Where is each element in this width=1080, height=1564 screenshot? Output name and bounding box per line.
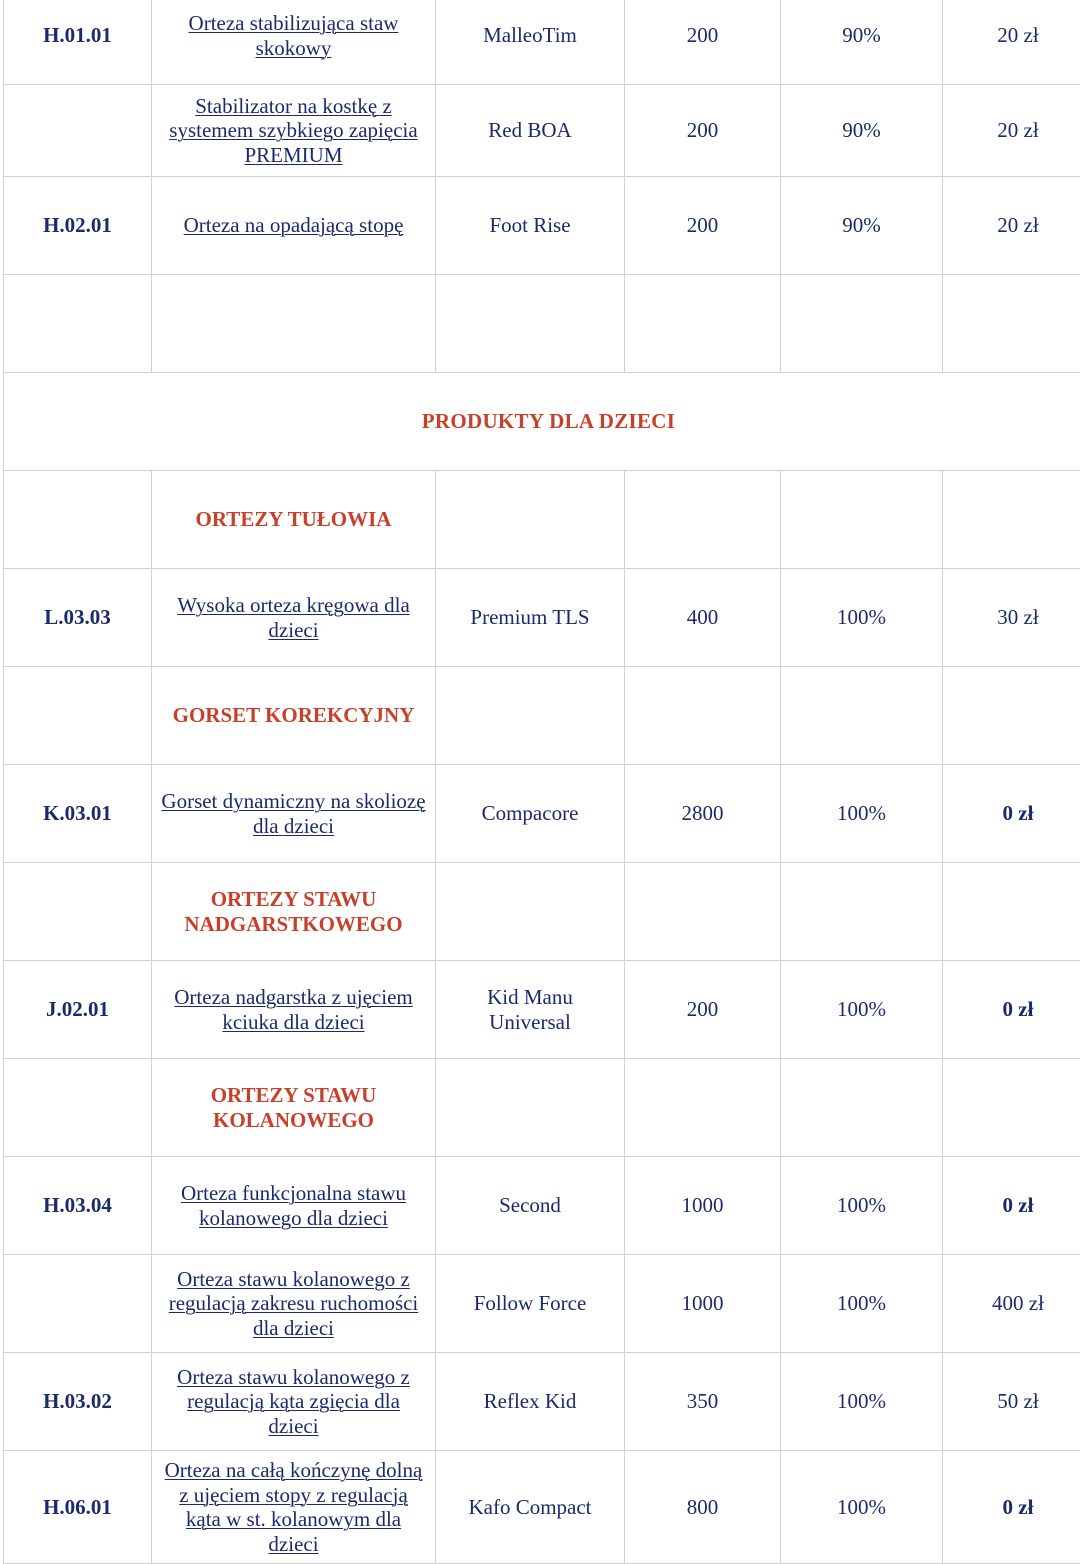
empty-cell	[943, 863, 1080, 961]
table-row	[4, 765, 1080, 863]
product-code	[4, 85, 152, 177]
refund-limit: 200	[625, 85, 781, 177]
product-model: Second	[436, 1157, 625, 1255]
refund-limit: 1000	[625, 1157, 781, 1255]
product-model: Foot Rise	[436, 177, 625, 275]
product-code: J.02.01	[4, 961, 152, 1059]
product-name-cell	[152, 961, 436, 1059]
empty-cell	[436, 275, 625, 373]
product-code: L.03.03	[4, 569, 152, 667]
category-heading: ORTEZY STAWU NADGARSTKOWEGO	[152, 863, 436, 961]
refund-limit: 1000	[625, 1255, 781, 1353]
refund-percent: 90%	[781, 85, 943, 177]
product-name-cell	[152, 0, 436, 85]
product-model: Premium TLS	[436, 569, 625, 667]
table-row	[4, 569, 1080, 667]
price-table-body	[4, 0, 1080, 1564]
product-name-link[interactable]: Gorset dynamiczny na skoliozę dla dzieci	[161, 789, 425, 838]
refund-limit: 800	[625, 1451, 781, 1564]
empty-cell	[436, 667, 625, 765]
patient-price: 20 zł	[943, 85, 1080, 177]
product-name-link[interactable]: Wysoka orteza kręgowa dla dzieci	[177, 593, 410, 642]
patient-price: 400 zł	[943, 1255, 1080, 1353]
refund-percent: 90%	[781, 177, 943, 275]
empty-cell	[4, 275, 152, 373]
product-name-link[interactable]: Orteza nadgarstka z ujęciem kciuka dla dzieci	[174, 985, 412, 1034]
empty-cell	[4, 471, 152, 569]
product-code: H.03.04	[4, 1157, 152, 1255]
product-code: H.02.01	[4, 177, 152, 275]
product-name-link[interactable]: Stabilizator na kostkę z systemem szybkiego zapięcia PREMIUM	[169, 94, 417, 167]
price-table	[3, 0, 1080, 1564]
empty-row	[4, 275, 1080, 373]
empty-cell	[781, 1059, 943, 1157]
product-name-link[interactable]: Orteza na opadającą stopę	[184, 213, 404, 237]
refund-percent: 100%	[781, 569, 943, 667]
empty-cell	[781, 863, 943, 961]
product-name-cell	[152, 569, 436, 667]
empty-cell	[943, 275, 1080, 373]
product-name-link[interactable]: Orteza na całą kończynę dolną z ujęciem stopy z regulacją kąta w st. kolanowym dla dzieci	[165, 1458, 423, 1556]
category-row	[4, 863, 1080, 961]
product-name-link[interactable]: Orteza stabilizująca staw skokowy	[189, 11, 399, 60]
refund-percent: 100%	[781, 1255, 943, 1353]
refund-percent: 90%	[781, 0, 943, 85]
product-name-link[interactable]: Orteza stawu kolanowego z regulacją zakresu ruchomości dla dzieci	[169, 1267, 419, 1340]
empty-cell	[625, 667, 781, 765]
patient-price: 0 zł	[943, 765, 1080, 863]
product-name-link[interactable]: Orteza stawu kolanowego z regulacją kąta zgięcia dla dzieci	[177, 1365, 410, 1438]
empty-cell	[436, 863, 625, 961]
category-heading: ORTEZY TUŁOWIA	[152, 471, 436, 569]
empty-cell	[943, 471, 1080, 569]
patient-price: 0 zł	[943, 1451, 1080, 1564]
table-row	[4, 85, 1080, 177]
refund-percent: 100%	[781, 765, 943, 863]
empty-cell	[781, 471, 943, 569]
product-model: Kid Manu Universal	[436, 961, 625, 1059]
patient-price: 0 zł	[943, 961, 1080, 1059]
product-model: Red BOA	[436, 85, 625, 177]
refund-limit: 350	[625, 1353, 781, 1451]
category-row	[4, 667, 1080, 765]
refund-percent: 100%	[781, 961, 943, 1059]
empty-cell	[943, 1059, 1080, 1157]
empty-cell	[4, 1059, 152, 1157]
product-model: Follow Force	[436, 1255, 625, 1353]
product-name-cell	[152, 1157, 436, 1255]
refund-limit: 200	[625, 177, 781, 275]
product-name-cell	[152, 1451, 436, 1564]
refund-percent: 100%	[781, 1353, 943, 1451]
refund-limit: 200	[625, 0, 781, 85]
empty-cell	[4, 667, 152, 765]
empty-cell	[625, 471, 781, 569]
section-title: PRODUKTY DLA DZIECI	[4, 373, 1080, 471]
category-heading: GORSET KOREKCYJNY	[152, 667, 436, 765]
refund-limit: 200	[625, 961, 781, 1059]
category-row	[4, 471, 1080, 569]
table-row	[4, 177, 1080, 275]
patient-price: 20 zł	[943, 0, 1080, 85]
empty-cell	[436, 471, 625, 569]
product-code: H.06.01	[4, 1451, 152, 1564]
table-row	[4, 1255, 1080, 1353]
empty-cell	[436, 1059, 625, 1157]
empty-cell	[152, 275, 436, 373]
refund-limit: 2800	[625, 765, 781, 863]
product-name-link[interactable]: Orteza funkcjonalna stawu kolanowego dla dzieci	[181, 1181, 406, 1230]
patient-price: 20 zł	[943, 177, 1080, 275]
table-row	[4, 961, 1080, 1059]
refund-limit: 400	[625, 569, 781, 667]
product-code	[4, 1255, 152, 1353]
refund-percent: 100%	[781, 1157, 943, 1255]
category-row	[4, 1059, 1080, 1157]
product-name-cell	[152, 765, 436, 863]
product-code: K.03.01	[4, 765, 152, 863]
empty-cell	[625, 275, 781, 373]
category-heading: ORTEZY STAWU KOLANOWEGO	[152, 1059, 436, 1157]
refund-percent: 100%	[781, 1451, 943, 1564]
table-row	[4, 1353, 1080, 1451]
product-name-cell	[152, 1255, 436, 1353]
empty-cell	[781, 667, 943, 765]
product-name-cell	[152, 177, 436, 275]
table-row	[4, 0, 1080, 85]
patient-price: 0 zł	[943, 1157, 1080, 1255]
patient-price: 30 zł	[943, 569, 1080, 667]
product-model: Reflex Kid	[436, 1353, 625, 1451]
empty-cell	[943, 667, 1080, 765]
product-model: MalleoTim	[436, 0, 625, 85]
product-name-cell	[152, 85, 436, 177]
product-model: Kafo Compact	[436, 1451, 625, 1564]
table-row	[4, 1157, 1080, 1255]
empty-cell	[4, 863, 152, 961]
section-row	[4, 373, 1080, 471]
empty-cell	[781, 275, 943, 373]
patient-price: 50 zł	[943, 1353, 1080, 1451]
product-code: H.03.02	[4, 1353, 152, 1451]
empty-cell	[625, 863, 781, 961]
product-model: Compacore	[436, 765, 625, 863]
table-row	[4, 1451, 1080, 1564]
product-name-cell	[152, 1353, 436, 1451]
empty-cell	[625, 1059, 781, 1157]
product-code: H.01.01	[4, 0, 152, 85]
